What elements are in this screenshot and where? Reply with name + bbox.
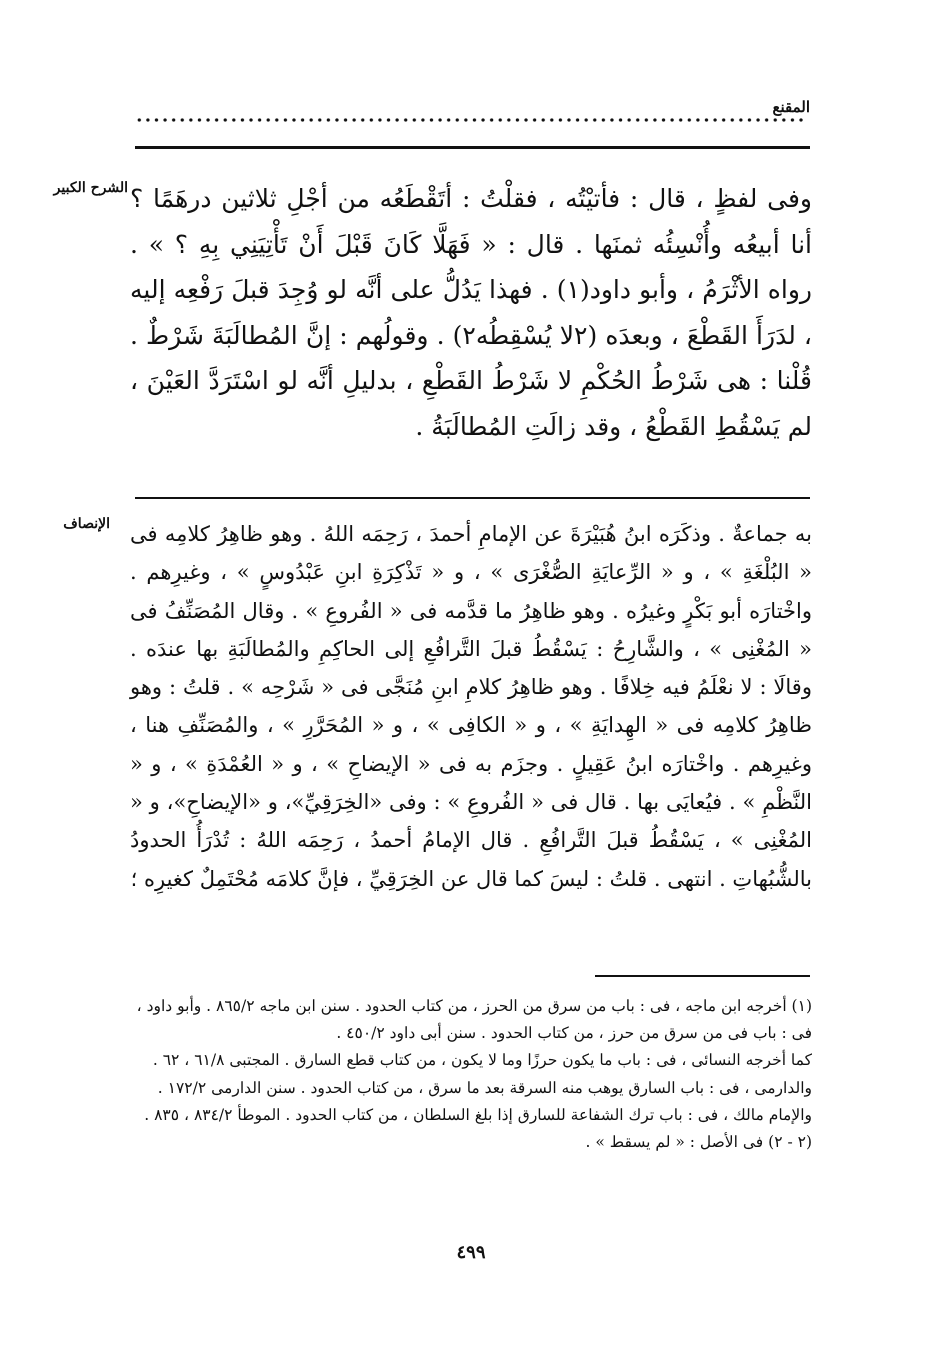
running-header-title: المقنع — [772, 98, 810, 116]
sharh-paragraph: وفى لفظٍ ، قال : فأتيْتُه ، فقلْتُ : أتَقْطَعُه من أجْلِ ثلاثين درهَمًا ؟ أنا أبيعُه وأُنْسِئُه ثمنَها . قال : « فَهَلَّا كَانَ قَبْلَ أَنْ تَأْتِيَنِي بِهِ ؟ » . رواه الأثْرَمُ ، وأبو داود(١) . فهذا يَدُلُّ على أنَّه لو وُجِدَ قبلَ رَفْعِه إليه ، لدَرَأَ القَطْعَ ، وبعدَه (٢لا يُسْقِطُه٢) . وقولُهم : إنَّ المُطالَبَةَ شَرْطٌ . قُلْنا : هى شَرْطُ الحُكْمِ لا شَرْطُ القَطْعِ ، بدليلِ أنَّه لو اسْتَرَدَّ العَيْنَ ، لم يَسْقُطِ القَطْعُ ، وقد زالَتِ المُطالَبَةُ . — [130, 184, 812, 441]
footnote-2: (٢ - ٢) فى الأصل : « لم يسقط » . — [585, 1133, 812, 1152]
page-number: ٤٩٩ — [456, 1242, 486, 1263]
section-divider — [135, 497, 810, 499]
footnote-1-continued: كما أخرجه النسائى ، فى : باب ما يكون حرزًا وما لا يكون ، من كتاب قطع السارق . المجتبى ٦١/٨ ، ٦٢ . والدارمى ، فى : باب السارق يوهب منه السرقة بعد ما سرق ، من كتاب الحدود . سنن الدارمى ١٧٢/٢ . والإمام مالك ، فى : باب ترك الشفاعة للسارق إذا بلغ السلطان ، من كتاب الحدود . الموطأ ٨٣٤/٢ ، ٨٣٥ . — [144, 1051, 812, 1124]
insaf-paragraph: به جماعةٌ . وذكَرَه ابنُ هُبَيْرَةَ عن الإمامِ أحمدَ ، رَحِمَه اللهُ . وهو ظاهِرُ كلامِه فى « البُلْغَةِ » ، و « الرِّعايَةِ الصُّغْرَى » ، و « تَذْكِرَةِ ابنِ عَبْدُوسٍ » ، وغيرِهم . واخْتارَه أبو بَكْرٍ وغيرُه . وهو ظاهِرُ ما قدَّمه فى « الفُروعِ » . وقال المُصَنِّفُ فى « المُغْنِى » ، والشَّارِحُ : يَسْقُطُ قبلَ التَّرافُعِ إلى الحاكِمِ والمُطالَبَةِ بها عندَه . وقالَا : لا نعْلَمُ فيه خِلافًا . وهو ظاهِرُ كلامِ ابنِ مُنَجَّى فى « شَرْحِه » . قلتُ : وهو ظاهِرُ كلامِه فى « الهِدايَةِ » ، و « الكافِى » ، و « المُحَرَّرِ » ، والمُصَنِّفِ هنا ، وغيرِهم . واخْتارَه ابنُ عَقِيلٍ . وجزَم به فى « الإيضاحِ » ، و « العُمْدَةِ » ، و « النَّظْمِ » . فيُعايَى بها . قال فى « الفُروعِ » : وفى «الخِرَقِيِّ»، و «الإيضاحِ»، و « المُغْنِى » ، يَسْقُطُ قبلَ التَّرافُعِ . قال الإمامُ أحمدُ ، رَحِمَه اللهُ : تُدْرَأُ الحدودُ بالشُّبُهاتِ . انتهى . قلتُ : ليسَ كما قال عن الخِرَقِيِّ ، فإنَّ كلامَه مُحْتَمِلٌ كغيرِه ؛ — [130, 522, 812, 891]
header-rule — [135, 146, 810, 149]
footnote-divider — [595, 975, 810, 977]
sharh-section — [130, 176, 812, 449]
footnotes-block — [130, 993, 812, 1156]
side-label-sharh: الشرح الكبير — [53, 180, 128, 196]
insaf-section — [130, 515, 812, 898]
side-label-insaf: الإنصاف — [63, 516, 110, 532]
footnote-1: (١) أخرجه ابن ماجه ، فى : باب من سرق من الحرز ، من كتاب الحدود . سنن ابن ماجه ٨٦٥/٢ . وأبو داود ، فى : باب فى من سرق من حرز ، من كتاب الحدود . سنن أبى داود ٤٥٠/٢ . — [136, 997, 812, 1043]
header-dot-leader — [135, 118, 805, 122]
